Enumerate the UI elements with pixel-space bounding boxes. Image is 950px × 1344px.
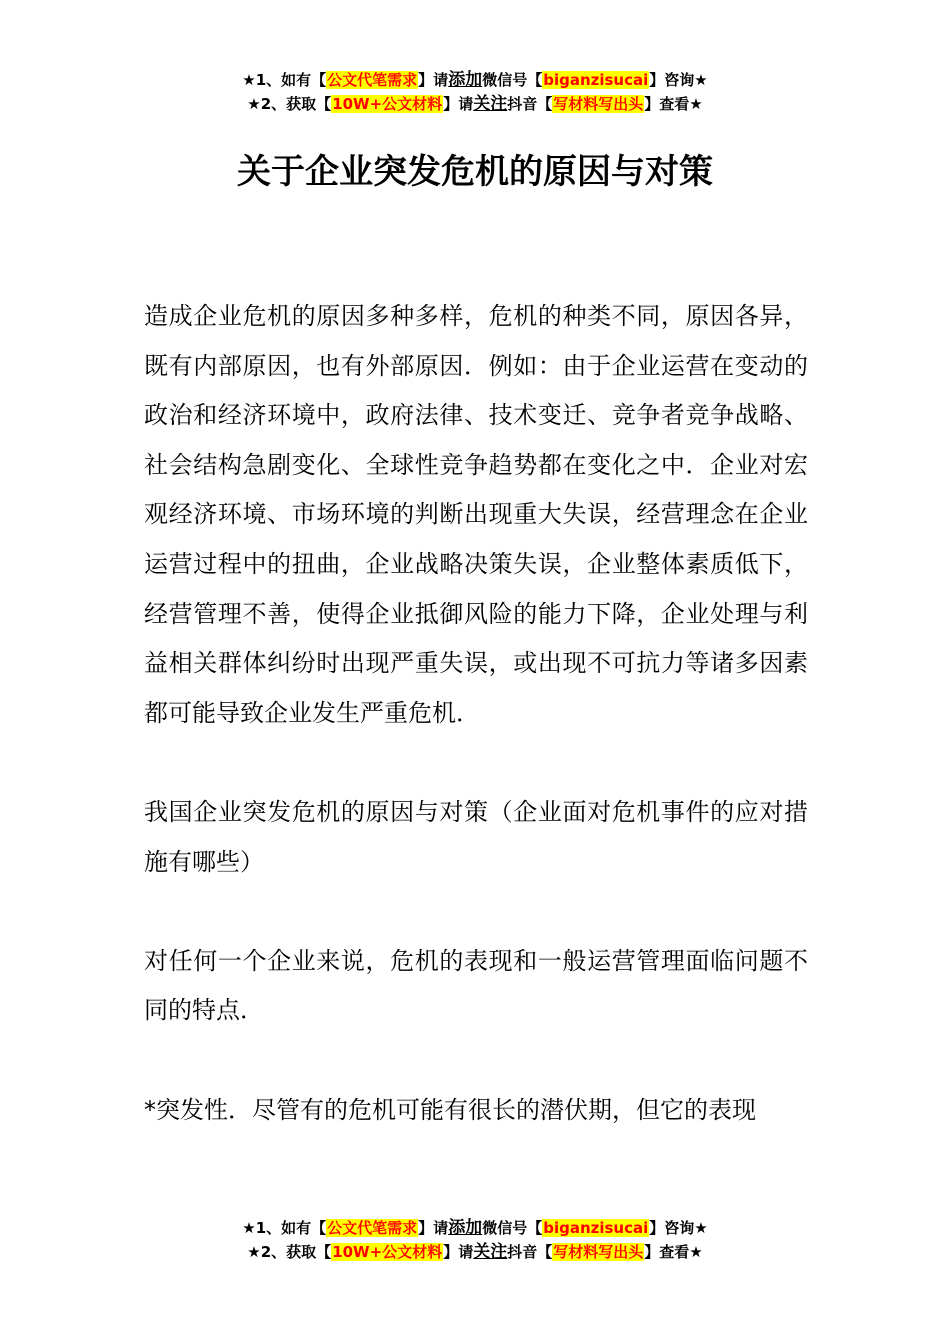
banner-text: ★1、如有【 [242,71,327,89]
banner-line-2 [0,92,950,116]
banner-highlight: 公文代笔需求 [327,1219,418,1237]
banner-text: ★1、如有【 [242,1219,327,1237]
document-title: 关于企业突发危机的原因与对策 [237,152,713,192]
paragraph: 我国企业突发危机的原因与对策（企业面对危机事件的应对措施有哪些） [144,797,808,876]
banner-text: 】请 [443,1243,474,1261]
footer-banner [0,1216,950,1264]
banner-highlight: biganzisucai [543,1219,649,1237]
banner-text: 微信号【 [482,71,543,89]
banner-emphasis: 添加 [448,1218,483,1238]
banner-highlight: 10W+公文材料 [332,1243,443,1261]
banner-line-1 [0,68,950,92]
paragraph: *突发性．尽管有的危机可能有很长的潜伏期，但它的表现 [144,1095,756,1124]
header-banner [0,68,950,116]
banner-emphasis: 关注 [473,1242,508,1262]
banner-text: 抖音【 [507,95,553,113]
banner-emphasis: 添加 [448,70,483,90]
banner-emphasis: 关注 [473,94,508,114]
banner-text: ★2、获取【 [247,95,332,113]
banner-line-2 [0,1240,950,1264]
banner-highlight: 写材料写出头 [553,1243,644,1261]
banner-text: ★2、获取【 [247,1243,332,1261]
banner-text: 】请 [418,1219,449,1237]
paragraph: 造成企业危机的原因多种多样，危机的种类不同，原因各异，既有内部原因，也有外部原因．例如：由于企业运营在变动的政治和经济环境中，政府法律、技术变迁、竞争者竞争战略、社会结构急剧变化、全球性竞争趋势都在变化之中．企业对宏观经济环境、市场环境的判断出现重大失误，经营理念在企业运营过程中的扭曲，企业战略决策失误，企业整体素质低下，经营管理不善，使得企业抵御风险的能力下降，企业处理与利益相关群体纠纷时出现严重失误，或出现不可抗力等诸多因素都可能导致企业发生严重危机． [144,302,808,727]
banner-text: 】查看★ [644,1243,703,1261]
banner-highlight: 公文代笔需求 [327,71,418,89]
document-body [144,292,808,1185]
banner-text: 】查看★ [644,95,703,113]
banner-text: 微信号【 [482,1219,543,1237]
banner-highlight: 10W+公文材料 [332,95,443,113]
banner-text: 抖音【 [507,1243,553,1261]
banner-highlight: 写材料写出头 [553,95,644,113]
banner-highlight: biganzisucai [543,71,649,89]
paragraph: 对任何一个企业来说，危机的表现和一般运营管理面临问题不同的特点． [144,946,808,1025]
banner-line-1 [0,1216,950,1240]
banner-text: 】请 [443,95,474,113]
banner-text: 】咨询★ [649,1219,708,1237]
banner-text: 】咨询★ [649,71,708,89]
banner-text: 】请 [418,71,449,89]
